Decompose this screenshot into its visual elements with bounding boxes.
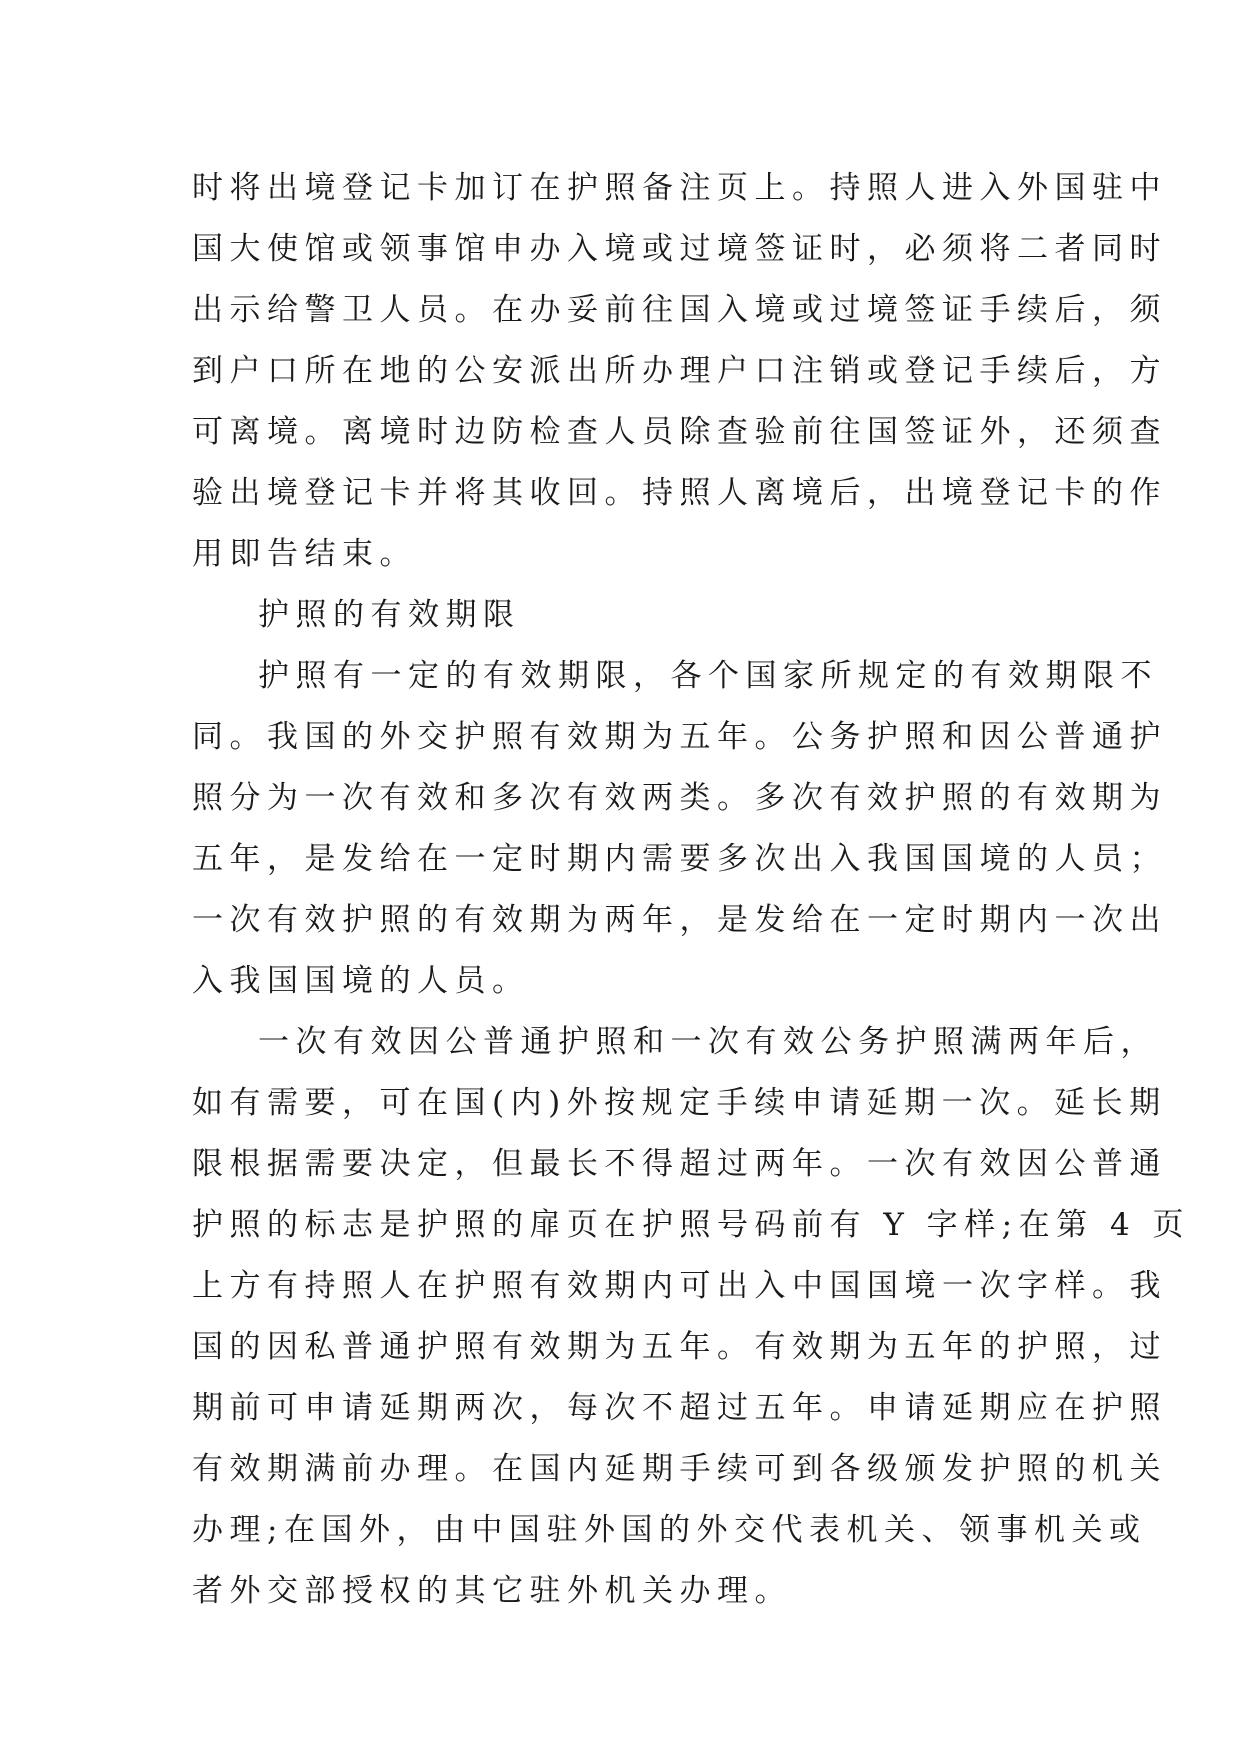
text-line: 用即告结束。: [192, 536, 417, 572]
text-line: 者外交部授权的其它驻外机关办理。: [192, 1573, 792, 1609]
text-line: 入我国国境的人员。: [192, 963, 530, 999]
text-line: 一次有效因公普通护照和一次有效公务护照满两年后，: [258, 1024, 1158, 1060]
text-line: 照分为一次有效和多次有效两类。多次有效护照的有效期为: [192, 780, 1167, 816]
text-line: 可离境。离境时边防检查人员除查验前往国签证外，还须查: [192, 414, 1167, 450]
text-line: 限根据需要决定，但最长不得超过两年。一次有效因公普通: [192, 1146, 1167, 1182]
text-line: 一次有效护照的有效期为两年，是发给在一定时期内一次出: [192, 902, 1167, 938]
section-heading: 护照的有效期限: [258, 597, 521, 633]
text-line: 办理;在国外，由中国驻外国的外交代表机关、领事机关或: [192, 1512, 1147, 1548]
text-line: 护照有一定的有效期限，各个国家所规定的有效期限不: [258, 658, 1158, 694]
text-line: 验出境登记卡并将其收回。持照人离境后，出境登记卡的作: [192, 475, 1167, 511]
paragraph-validity-types: [192, 646, 1167, 1012]
text-line: 国的因私普通护照有效期为五年。有效期为五年的护照，过: [192, 1329, 1167, 1365]
paragraph-extension-rules: [192, 1012, 1191, 1622]
text-line: 有效期满前办理。在国内延期手续可到各级颁发护照的机关: [192, 1451, 1167, 1487]
text-line: 五年，是发给在一定时期内需要多次出入我国国境的人员；: [192, 841, 1167, 877]
text-line: 同。我国的外交护照有效期为五年。公务护照和因公普通护: [192, 719, 1167, 755]
text-line: 国大使馆或领事馆申办入境或过境签证时，必须将二者同时: [192, 231, 1167, 267]
text-line: 护照的标志是护照的扉页在护照号码前有 Y 字样;在第 4 页: [192, 1207, 1191, 1243]
text-line: 时将出境登记卡加订在护照备注页上。持照人进入外国驻中: [192, 170, 1167, 206]
paragraph-exit-registration: [192, 158, 1167, 585]
section-heading-validity: [192, 585, 1072, 646]
text-line: 上方有持照人在护照有效期内可出入中国国境一次字样。我: [192, 1268, 1167, 1304]
document-body: [192, 158, 1191, 1622]
text-line: 出示给警卫人员。在办妥前往国入境或过境签证手续后，须: [192, 292, 1167, 328]
text-line: 到户口所在地的公安派出所办理户口注销或登记手续后，方: [192, 353, 1167, 389]
text-line: 如有需要，可在国(内)外按规定手续申请延期一次。延长期: [192, 1085, 1167, 1121]
text-line: 期前可申请延期两次，每次不超过五年。申请延期应在护照: [192, 1390, 1167, 1426]
